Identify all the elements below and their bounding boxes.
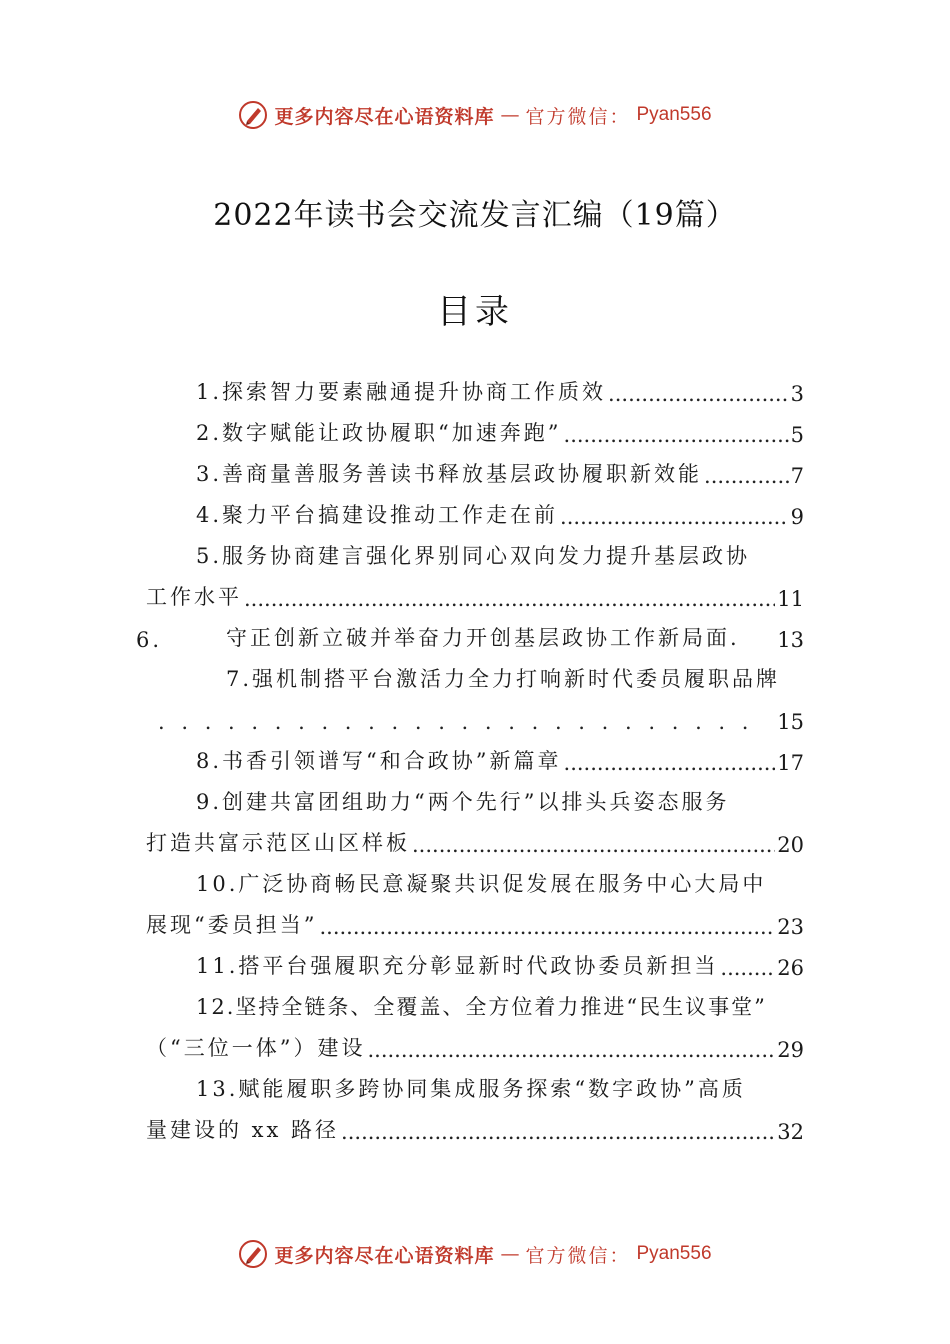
toc-entry-title: 7.强机制搭平台激活力全力打响新时代委员履职品牌 bbox=[226, 667, 781, 691]
watermark-dash: — bbox=[500, 1243, 520, 1265]
toc-entry-page: 15 bbox=[777, 710, 804, 734]
toc-entry-title-continued: （“三位一体”）建设 bbox=[146, 1036, 366, 1060]
watermark-handle: Pyan556 bbox=[636, 1243, 712, 1264]
pen-logo-icon bbox=[238, 1239, 268, 1269]
toc-entry-title: 13.赋能履职多跨协同集成服务探索“数字政协”高质 bbox=[196, 1077, 746, 1101]
toc-entry-title: 10.广泛协商畅民意凝聚共识促发展在服务中心大局中 bbox=[196, 872, 767, 896]
toc-entry-title: 12.坚持全链条、全覆盖、全方位着力推进“民生议事堂” bbox=[196, 995, 767, 1019]
toc-leader-dots bbox=[341, 1120, 775, 1144]
toc-entry-2[interactable] bbox=[196, 417, 804, 447]
toc-entry-title: 2.数字赋能让政协履职“加速奔跑” bbox=[196, 421, 562, 445]
toc-leader-dots bbox=[367, 1038, 775, 1062]
toc-entry-13-line2[interactable] bbox=[146, 1114, 804, 1144]
toc-entry-page: 23 bbox=[777, 915, 804, 939]
toc-entry-title: 9.创建共富团组助力“两个先行”以排头兵姿态服务 bbox=[196, 790, 730, 814]
toc-entry-10-line2[interactable] bbox=[146, 909, 804, 939]
toc-entry-title-continued: 打造共富示范区山区样板 bbox=[146, 831, 410, 855]
toc-entry-8[interactable] bbox=[196, 745, 804, 775]
toc-entry-number: 6. bbox=[136, 628, 163, 652]
toc-entry-title: 3.善商量善服务善读书释放基层政协履职新效能 bbox=[196, 462, 703, 486]
toc-entry-title: 5.服务协商建言强化界别同心双向发力提升基层政协 bbox=[196, 544, 751, 568]
toc-entry-5-line1[interactable] bbox=[196, 540, 804, 570]
toc-entry-title: 11.搭平台强履职充分彰显新时代政协委员新担当 bbox=[196, 954, 719, 978]
toc-leader-dots bbox=[564, 751, 776, 775]
toc-entry-12-line1[interactable] bbox=[196, 991, 808, 1021]
toc-entry-page: 13 bbox=[777, 628, 804, 652]
toc-leader-dots bbox=[158, 710, 761, 734]
toc-entry-title: 8.书香引领谱写“和合政协”新篇章 bbox=[196, 749, 562, 773]
watermark-label: 官方微信： bbox=[525, 105, 631, 128]
watermark-footer bbox=[0, 1239, 950, 1269]
toc-entry-11[interactable] bbox=[196, 950, 804, 980]
toc-entry-page: 32 bbox=[777, 1120, 804, 1144]
watermark-handle: Pyan556 bbox=[636, 104, 712, 125]
toc-entry-title-continued: 工作水平 bbox=[146, 585, 242, 609]
toc-entry-13-line1[interactable] bbox=[196, 1073, 804, 1103]
watermark-label: 官方微信： bbox=[525, 1244, 631, 1267]
toc-entry-title: 1.探索智力要素融通提升协商工作质效 bbox=[196, 380, 607, 404]
toc-entry-7-line2[interactable] bbox=[156, 704, 804, 734]
toc-entry-5-line2[interactable] bbox=[146, 581, 804, 611]
pen-logo-icon bbox=[238, 100, 268, 130]
watermark-header bbox=[0, 100, 950, 130]
toc-entry-page: 5 bbox=[790, 423, 804, 447]
toc-leader-dots bbox=[560, 505, 789, 529]
toc-entry-9-line1[interactable] bbox=[196, 786, 804, 816]
watermark-dash: — bbox=[500, 104, 520, 126]
toc-entry-title-continued: 量建设的 xx 路径 bbox=[146, 1118, 340, 1142]
toc-leader-dots bbox=[608, 382, 789, 406]
toc-entry-6[interactable] bbox=[136, 622, 804, 652]
watermark-brand: 更多内容尽在心语资料库 bbox=[274, 105, 495, 128]
toc-entry-1[interactable] bbox=[196, 376, 804, 406]
toc-entry-7-line1[interactable] bbox=[226, 663, 806, 693]
toc-leader-dots bbox=[412, 833, 775, 857]
toc-entry-title-continued: 展现“委员担当” bbox=[146, 913, 318, 937]
toc-entry-title: 守正创新立破并举奋力开创基层政协工作新局面. bbox=[226, 626, 740, 650]
toc-leader-dots bbox=[244, 587, 775, 611]
toc-leader-dots bbox=[564, 423, 789, 447]
toc-entry-10-line1[interactable] bbox=[196, 868, 804, 898]
toc-entry-page: 29 bbox=[777, 1038, 804, 1062]
toc-leader-dots bbox=[704, 464, 789, 488]
document-title: 2022年读书会交流发言汇编（19篇） bbox=[213, 198, 737, 233]
toc-entry-3[interactable] bbox=[196, 458, 804, 488]
toc-leader-dots bbox=[720, 956, 775, 980]
toc-entry-page: 11 bbox=[777, 587, 804, 611]
toc-entry-4[interactable] bbox=[196, 499, 804, 529]
toc-entry-page: 3 bbox=[790, 382, 804, 406]
toc-entry-page: 9 bbox=[790, 505, 804, 529]
toc-heading: 目录 bbox=[437, 292, 513, 332]
toc-entry-page: 26 bbox=[777, 956, 804, 980]
toc-entry-page: 7 bbox=[790, 464, 804, 488]
toc-entry-9-line2[interactable] bbox=[146, 827, 804, 857]
toc-entry-12-line2[interactable] bbox=[146, 1032, 804, 1062]
toc-leader-dots bbox=[319, 915, 775, 939]
toc-entry-page: 20 bbox=[777, 833, 804, 857]
toc-entry-title: 4.聚力平台搞建设推动工作走在前 bbox=[196, 503, 559, 527]
toc-entry-page: 17 bbox=[777, 751, 804, 775]
watermark-brand: 更多内容尽在心语资料库 bbox=[274, 1244, 495, 1267]
